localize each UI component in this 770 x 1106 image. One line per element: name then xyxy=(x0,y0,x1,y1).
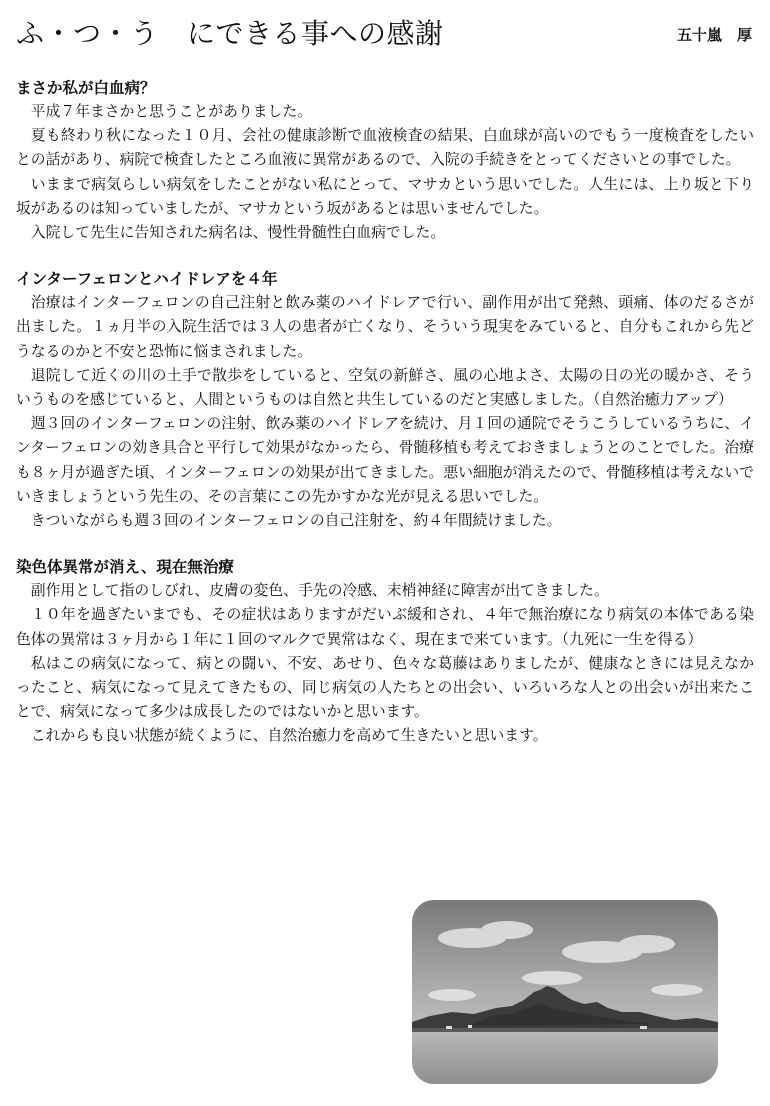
paragraph: 私はこの病気になって、病との闘い、不安、あせり、色々な葛藤はありましたが、健康なときには見えなかったこと、病気になって見えてきたもの、同じ病気の人たちとの出会い、いろいろな人との出会いが出来たことで、病気になって多少は成長したのではないかと思います。 xyxy=(16,654,754,721)
section-treatment xyxy=(16,267,754,533)
article-body xyxy=(16,76,754,771)
paragraph: 退院して近くの川の土手で散歩をしていると、空気の新鮮さ、風の心地よさ、太陽の日の光の暖かさ、そういうものを感じていると、人間というものは自然と共生しているのだと実感しました。（自然治癒力アップ） xyxy=(16,366,754,409)
paragraph: 週３回のインターフェロンの注射、飲み薬のハイドレアを続け、月１回の通院でそうこうしているうちに、インターフェロンの効き具合と平行して効果がなかったら、骨髄移植も考えておきましょうとのことでした。治療も８ヶ月が過ぎた頃、インターフェロンの効果が出てきました。悪い細胞が消えたので、骨髄移植は考えないでいきましょうという先生の、その言葉にこの先かすかな光が見える思いでした。 xyxy=(16,415,754,505)
section-heading: インターフェロンとハイドレアを４年 xyxy=(16,270,278,289)
paragraph: いままで病気らしい病気をしたことがない私にとって、マサカという思いでした。人生には、上り坂と下り坂があるのは知っていましたが、マサカという坂があるとは思いませんでした。 xyxy=(16,175,754,217)
mountain-landscape-photo xyxy=(412,900,718,1084)
paragraph: 副作用として指のしびれ、皮膚の変色、手先の冷感、末梢神経に障害が出てきました。 xyxy=(30,582,609,600)
section-heading: 染色体異常が消え、現在無治療 xyxy=(16,558,234,577)
paragraph: １０年を過ぎたいまでも、その症状はありますがだいぶ緩和され、４年で無治療になり病気の本体である染色体の異常は３ヶ月から１年に１回のマルクで異常はなく、現在まで来ています。（九死に一生を得る） xyxy=(16,606,754,648)
paragraph: 平成７年まさかと思うことがありました。 xyxy=(30,103,312,120)
section-diagnosis xyxy=(16,76,754,245)
paragraph: 入院して先生に告知された病名は、慢性骨髄性白血病でした。 xyxy=(30,224,446,242)
author-name: 五十嵐 厚 xyxy=(676,26,752,44)
article-title: ふ・つ・う にできる事への感謝 xyxy=(16,17,444,50)
section-heading: まさか私が白血病？ xyxy=(16,79,156,97)
paragraph: これからも良い状態が続くように、自然治癒力を高めて生きたいと思います。 xyxy=(30,727,548,745)
paragraph: 夏も終わり秋になった１０月、会社の健康診断で血液検査の結果、白血球が高いのでもう一度検査をしたいとの話があり、病院で検査したところ血液に異常があるので、入院の手続きをとってくださいとの事でした。 xyxy=(16,127,754,169)
paragraph: 治療はインターフェロンの自己注射と飲み薬のハイドレアで行い、副作用が出て発熱、頭痛、体のだるさが出ました。１ヵ月半の入院生活では３人の患者が亡くなり、そういう現実をみていると、自分もこれから先どうなるのかと不安と恐怖に悩まされました。 xyxy=(16,294,754,360)
paragraph: きついながらも週３回のインターフェロンの自己注射を、約４年間続けました。 xyxy=(30,512,562,530)
section-remission xyxy=(16,555,754,748)
